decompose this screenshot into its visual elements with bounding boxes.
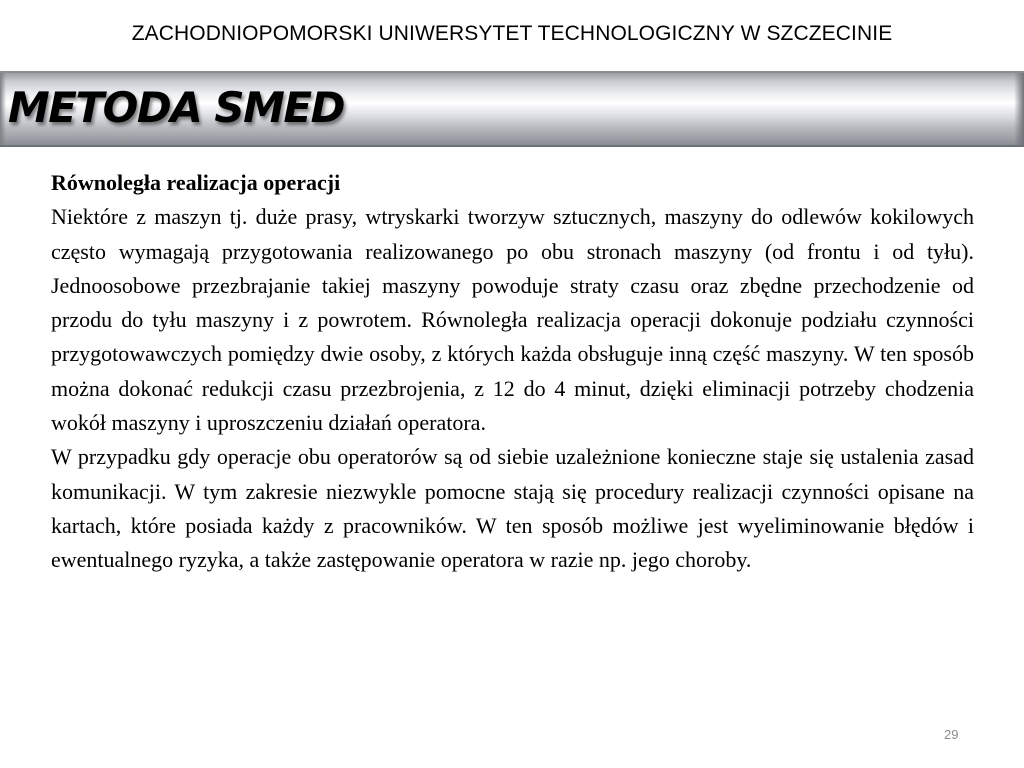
slide-title: METODA SMED bbox=[8, 83, 344, 132]
paragraph-2: W przypadku gdy operacje obu operatorów są od siebie uzależnione konieczne staje się ustalenia zasad komunikacji. W tym zakresie niezwykle pomocne stają się procedury realizacji czynności opisane na kartach, które posiada każdy z pracowników. W ten sposób możliwe jest wyeliminowanie błędów i ewentualnego ryzyka, a także zastępowanie operatora w razie np. jego choroby. bbox=[51, 444, 974, 573]
section-subheading: Równoległa realizacja operacji bbox=[51, 170, 341, 195]
paragraph-1: Niektóre z maszyn tj. duże prasy, wtryskarki tworzyw sztucznych, maszyny do odlewów kokilowych często wymagają przygotowania realizowanego po obu stronach maszyny (od frontu i od tyłu). Jednoosobowe przezbrajanie takiej maszyny powoduje straty czasu oraz zbędne przechodzenie od przodu do tyłu maszyny i z powrotem. Równoległa realizacja operacji dokonuje podziału czynności przygotowawczych pomiędzy dwie osoby, z których każda obsługuje inną część maszyny. W ten sposób można dokonać redukcji czasu przezbrojenia, z 12 do 4 minut, dzięki eliminacji potrzeby chodzenia wokół maszyny i uproszczeniu działań operatora. bbox=[51, 204, 974, 436]
title-band bbox=[0, 71, 1024, 147]
university-header: ZACHODNIOPOMORSKI UNIWERSYTET TECHNOLOGICZNY W SZCZECINIE bbox=[131, 22, 893, 45]
page-number: 29 bbox=[944, 727, 959, 742]
slide-content bbox=[51, 166, 974, 578]
